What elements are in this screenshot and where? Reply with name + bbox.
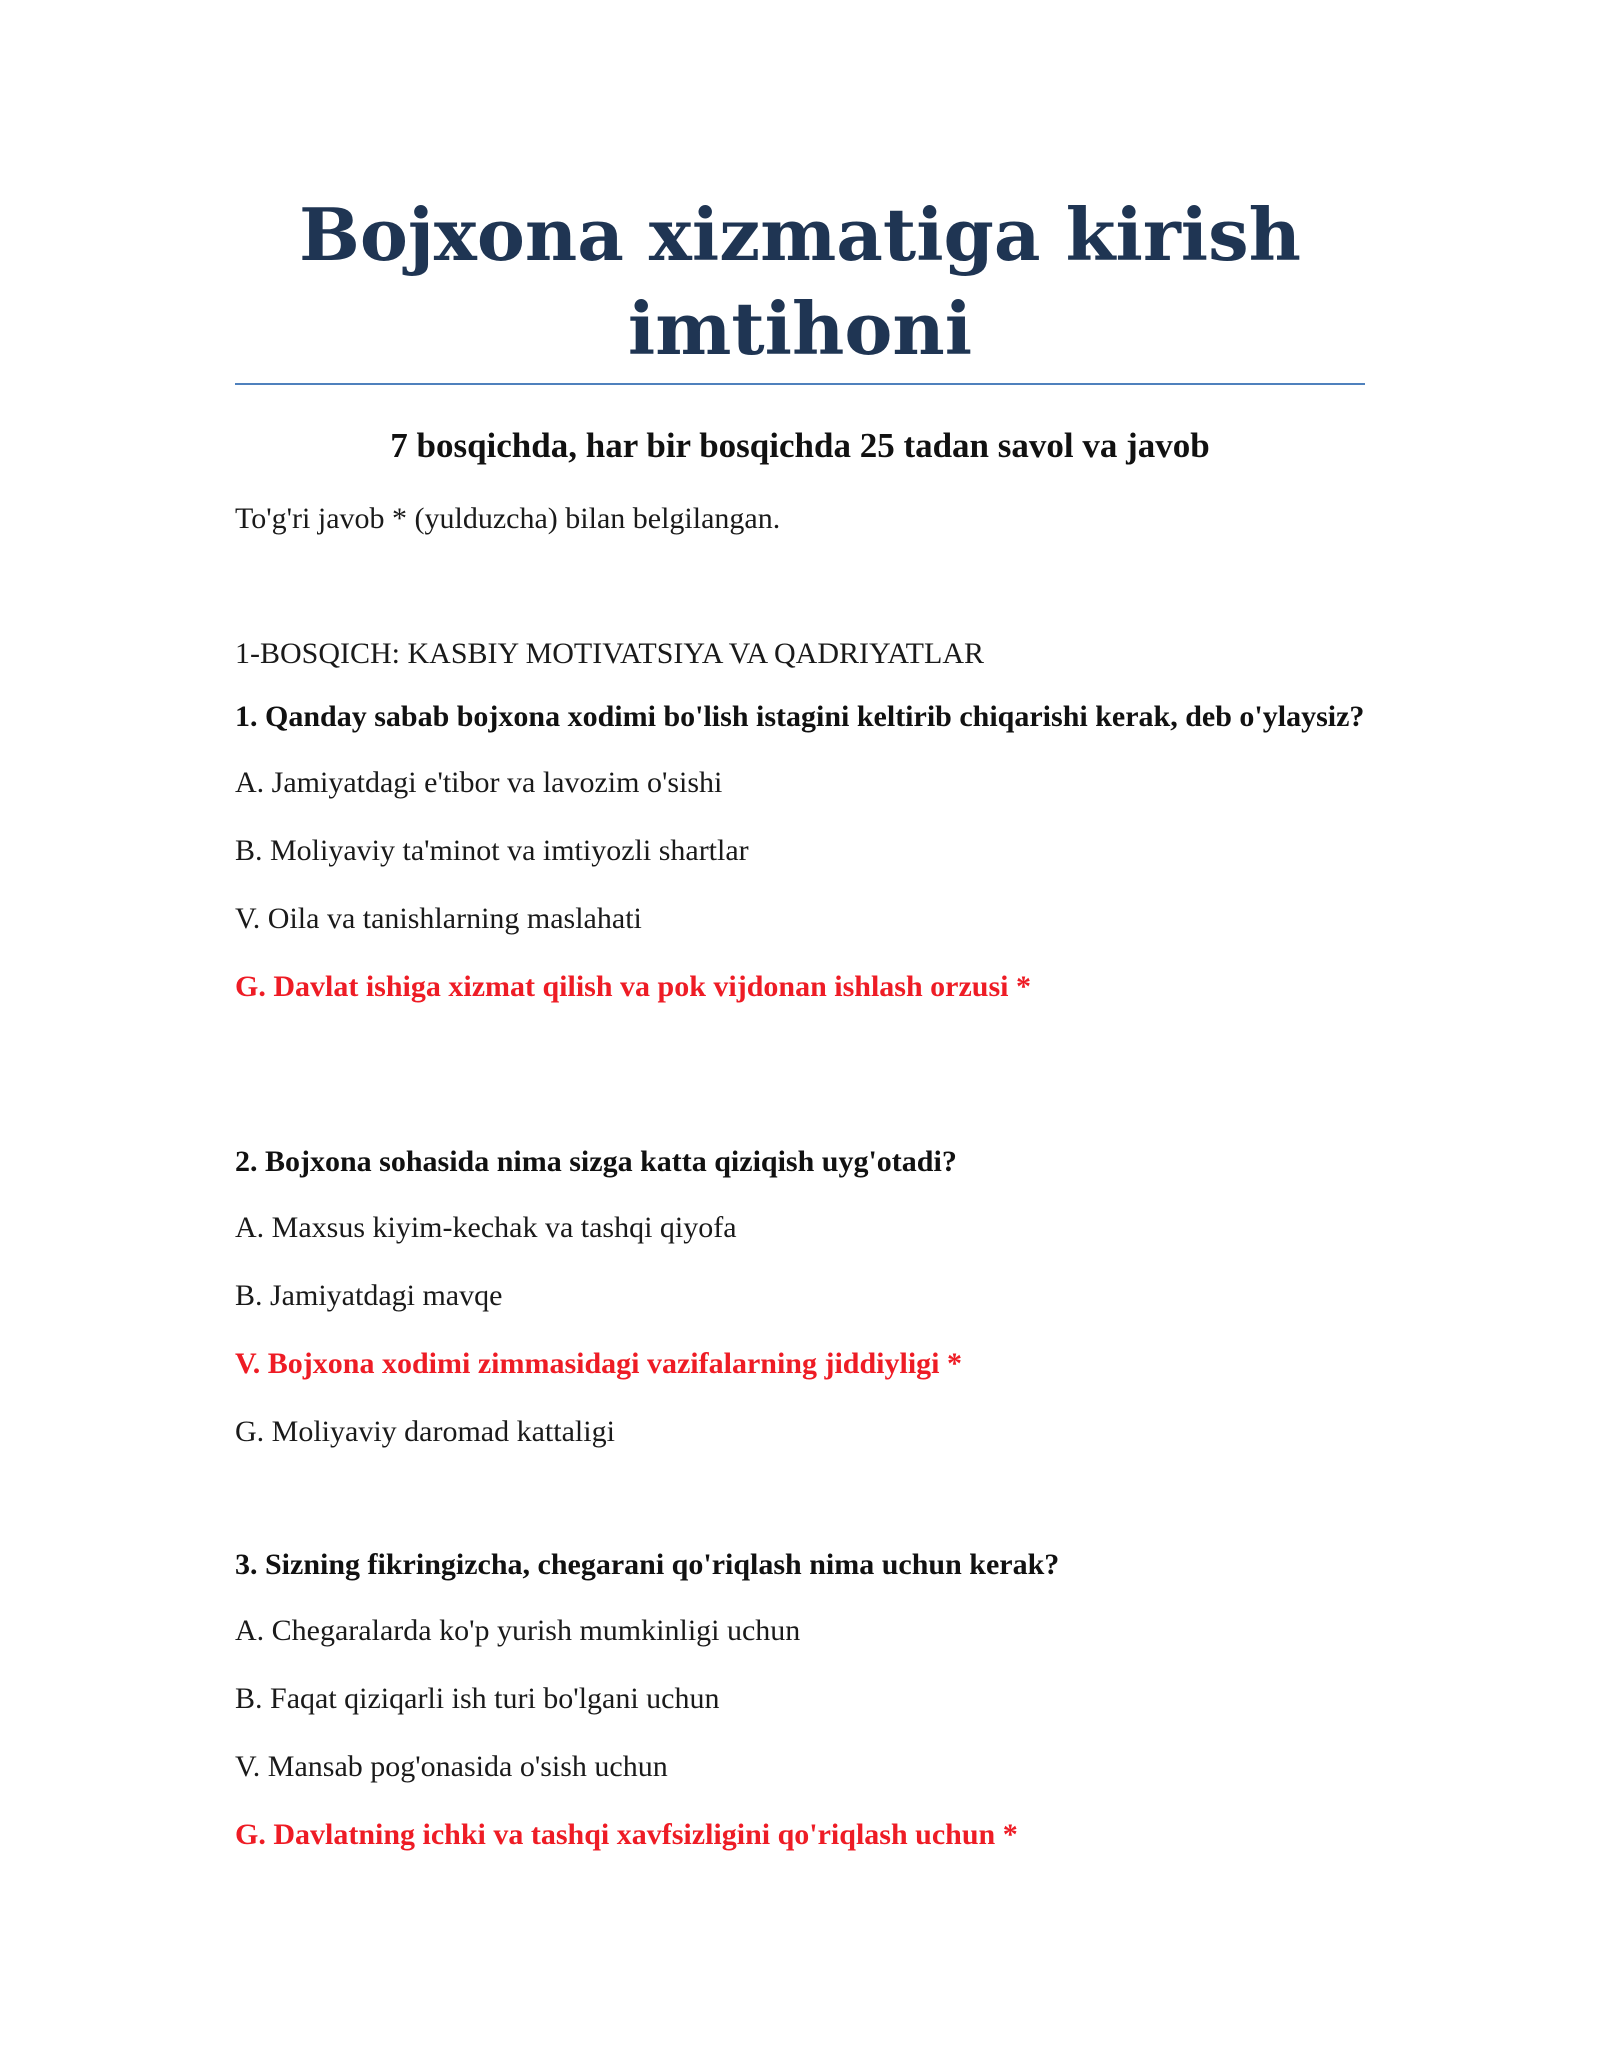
document-subtitle: 7 bosqichda, har bir bosqichda 25 tadan savol va javob — [390, 426, 1210, 465]
answer-option: V. Mansab pog'onasida o'sish uchun — [235, 1750, 668, 1783]
question-1 — [235, 696, 1365, 1011]
question-text: 1. Qanday sabab bojxona xodimi bo'lish istagini keltirib chiqarishi kerak, deb o'ylaysiz? — [235, 700, 1365, 733]
answer-option: A. Maxsus kiyim-kechak va tashqi qiyofa — [235, 1211, 737, 1244]
answer-option: A. Jamiyatdagi e'tibor va lavozim o'sishi — [235, 766, 723, 799]
answer-option: V. Oila va tanishlarning maslahati — [235, 902, 642, 935]
answer-option: B. Moliyaviy ta'minot va imtiyozli shartlar — [235, 834, 749, 867]
section-heading: 1-BOSQICH: KASBIY MOTIVATSIYA VA QADRIYATLAR — [235, 637, 984, 670]
question-text: 3. Sizning fikringizcha, chegarani qo'riqlash nima uchun kerak? — [235, 1548, 1060, 1581]
answer-key-note: To'g'ri javob * (yulduzcha) bilan belgilangan. — [235, 502, 781, 535]
answer-option: B. Faqat qiziqarli ish turi bo'lgani uchun — [235, 1682, 720, 1715]
document-title: Bojxona xizmatiga kirish imtihoni — [298, 192, 1302, 371]
question-text: 2. Bojxona sohasida nima sizga katta qiziqish uyg'otadi? — [235, 1145, 957, 1178]
question-3 — [235, 1544, 1365, 1859]
answer-option: G. Moliyaviy daromad kattaligi — [235, 1415, 615, 1448]
correct-answer-option: G. Davlatning ichki va tashqi xavfsizligini qo'riqlash uchun * — [235, 1818, 1018, 1851]
question-2 — [235, 1141, 1365, 1456]
answer-option: B. Jamiyatdagi mavqe — [235, 1279, 503, 1312]
answer-option: A. Chegaralarda ko'p yurish mumkinligi uchun — [235, 1614, 801, 1647]
title-divider — [235, 383, 1365, 385]
correct-answer-option: V. Bojxona xodimi zimmasidagi vazifalarning jiddiyligi * — [235, 1347, 963, 1380]
correct-answer-option: G. Davlat ishiga xizmat qilish va pok vijdonan ishlash orzusi * — [235, 970, 1031, 1003]
